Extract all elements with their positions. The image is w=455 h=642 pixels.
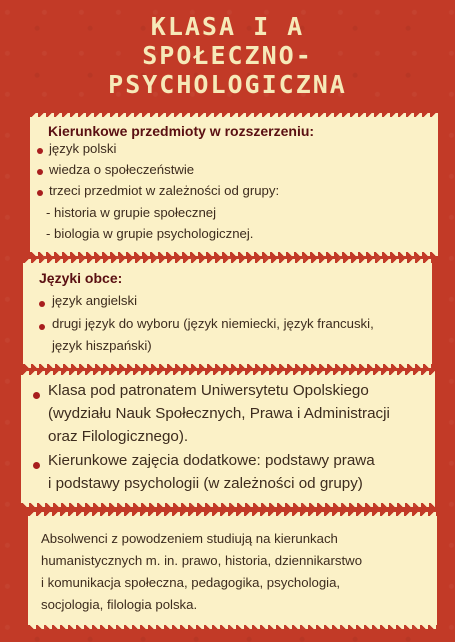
bullet-icon [37,148,43,154]
languages-card [23,263,432,364]
patronage-line: Klasa pod patronatem Uniwersytetu Opolskiego [48,382,369,399]
subjects-heading: Kierunkowe przedmioty w rozszerzeniu: [48,123,315,139]
list-item: język polski [49,141,117,156]
graduates-line: i komunikacja społeczna, pedagogika, psychologia, [41,575,341,590]
list-item: drugi język do wyboru (język niemiecki, język francuski, [52,316,374,331]
poster-title [0,12,455,99]
title-line-3: PSYCHOLOGICZNA [108,70,347,99]
graduates-line: humanistycznych m. in. prawo, historia, dziennikarstwo [41,553,363,568]
bullet-icon [37,169,43,175]
bullet-icon [37,190,43,196]
graduates-line: socjologia, filologia polska. [41,597,198,612]
bullet-icon [39,301,45,307]
list-item-continuation: język hiszpański) [52,338,152,353]
extra-classes-line: Kierunkowe zajęcia dodatkowe: podstawy prawa [48,452,375,469]
languages-heading: Języki obce: [39,270,123,286]
list-item: trzeci przedmiot w zależności od grupy: [49,183,280,198]
title-line-2: SPOŁECZNO- [142,41,313,70]
bullet-icon [39,324,45,330]
bullet-icon [33,462,40,469]
extra-classes-line: i podstawy psychologii (w zależności od grupy) [48,475,363,492]
list-subitem: - historia w grupie społecznej [46,205,217,220]
patronage-line: (wydziału Nauk Społecznych, Prawa i Administracji [48,405,390,422]
graduates-card [28,516,437,625]
subjects-card [30,117,438,252]
list-item: język angielski [52,293,138,308]
patronage-card [21,375,435,503]
list-item: wiedza o społeczeństwie [49,162,195,177]
title-line-1: KLASA I A [150,12,305,41]
graduates-line: Absolwenci z powodzeniem studiują na kierunkach [41,531,338,546]
bullet-icon [33,392,40,399]
patronage-line: oraz Filologicznego). [48,428,189,445]
list-subitem: - biologia w grupie psychologicznej. [46,226,254,241]
